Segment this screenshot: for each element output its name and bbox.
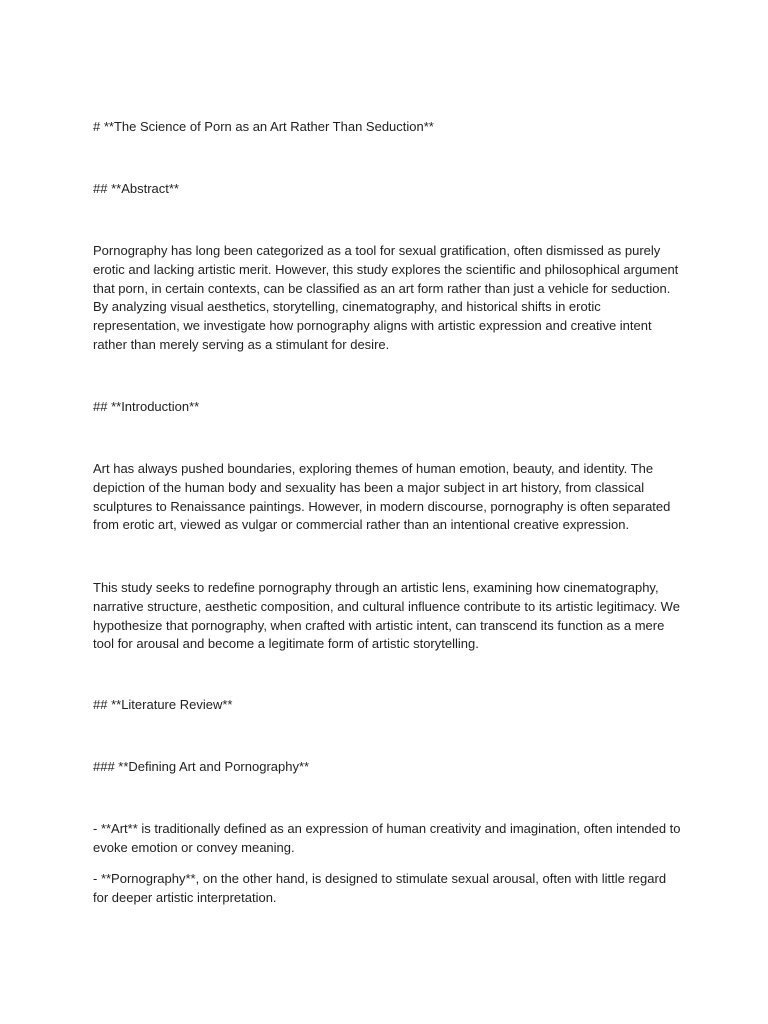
bullet-pornography: - **Pornography**, on the other hand, is designed to stimulate sexual arousal, often with little regard for deeper artistic interpretation. [93,871,667,905]
introduction-paragraph-1: Art has always pushed boundaries, exploring themes of human emotion, beauty, and identity. The depiction of the human body and sexuality has been a major subject in art history, from classical sculptures to Renaissance paintings. However, in modern discourse, pornography is often separated from erotic art, viewed as vulgar or commercial rather than an intentional creative expression. [93,461,671,533]
defining-art-heading: ### **Defining Art and Pornography** [93,759,310,774]
abstract-paragraph: Pornography has long been categorized as a tool for sexual gratification, often dismissed as purely erotic and lacking artistic merit. However, this study explores the scientific and philosophical argument that porn, in certain contexts, can be classified as an art form rather than just a vehicle for seduction. By analyzing visual aesthetics, storytelling, cinematography, and historical shifts in erotic representation, we investigate how pornography aligns with artistic expression and creative intent rather than merely serving as a stimulant for desire. [93,243,679,352]
literature-review-heading: ## **Literature Review** [93,697,233,712]
bullet-art: - **Art** is traditionally defined as an expression of human creativity and imagination, often intended to evoke emotion or convey meaning. [93,821,681,855]
document-title: # **The Science of Porn as an Art Rather Than Seduction** [93,119,434,134]
abstract-heading: ## **Abstract** [93,181,179,196]
introduction-paragraph-2: This study seeks to redefine pornography through an artistic lens, examining how cinematography, narrative structure, aesthetic composition, and cultural influence contribute to its artistic legitimacy. We hypothesize that pornography, when crafted with artistic intent, can transcend its function as a mere tool for arousal and become a legitimate form of artistic storytelling. [93,580,680,652]
introduction-heading: ## **Introduction** [93,399,200,414]
